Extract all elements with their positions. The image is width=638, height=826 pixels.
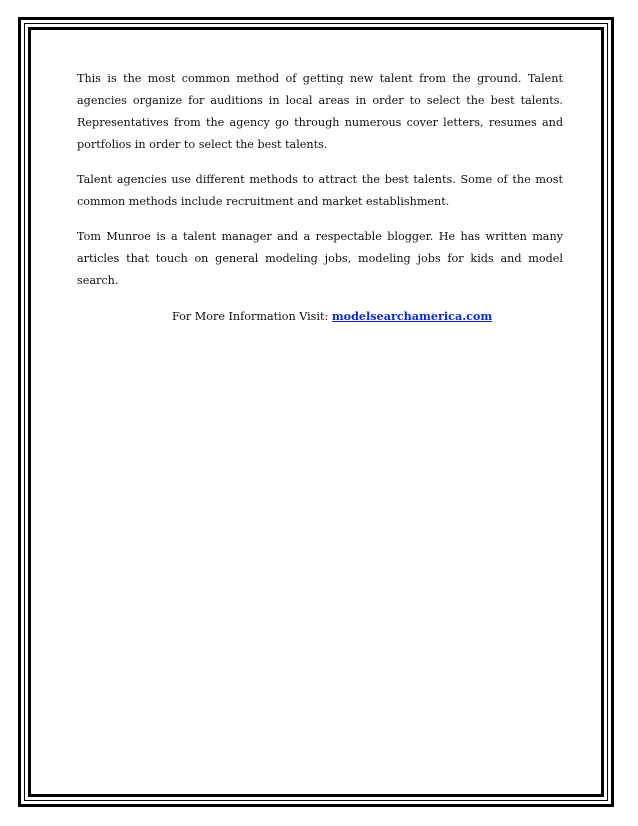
more-info-line [77,305,563,328]
paragraph-author: Tom Munroe is a talent manager and a respectable blogger. He has written many articles that touch on general modeling jobs, modeling jobs for kids and model search. [77,230,563,287]
paragraph-intro: This is the most common method of getting new talent from the ground. Talent agencies organize for auditions in local areas in order to select the best talents. Representatives from the agency go through numerous cover letters, resumes and portfolios in order to select the best talents. [77,72,563,151]
paragraph-methods: Talent agencies use different methods to attract the best talents. Some of the most common methods include recruitment and market establishment. [77,173,563,208]
document-body [77,68,563,328]
more-info-label: For More Information Visit: [172,310,329,323]
website-link[interactable]: modelsearchamerica.com [331,309,493,323]
